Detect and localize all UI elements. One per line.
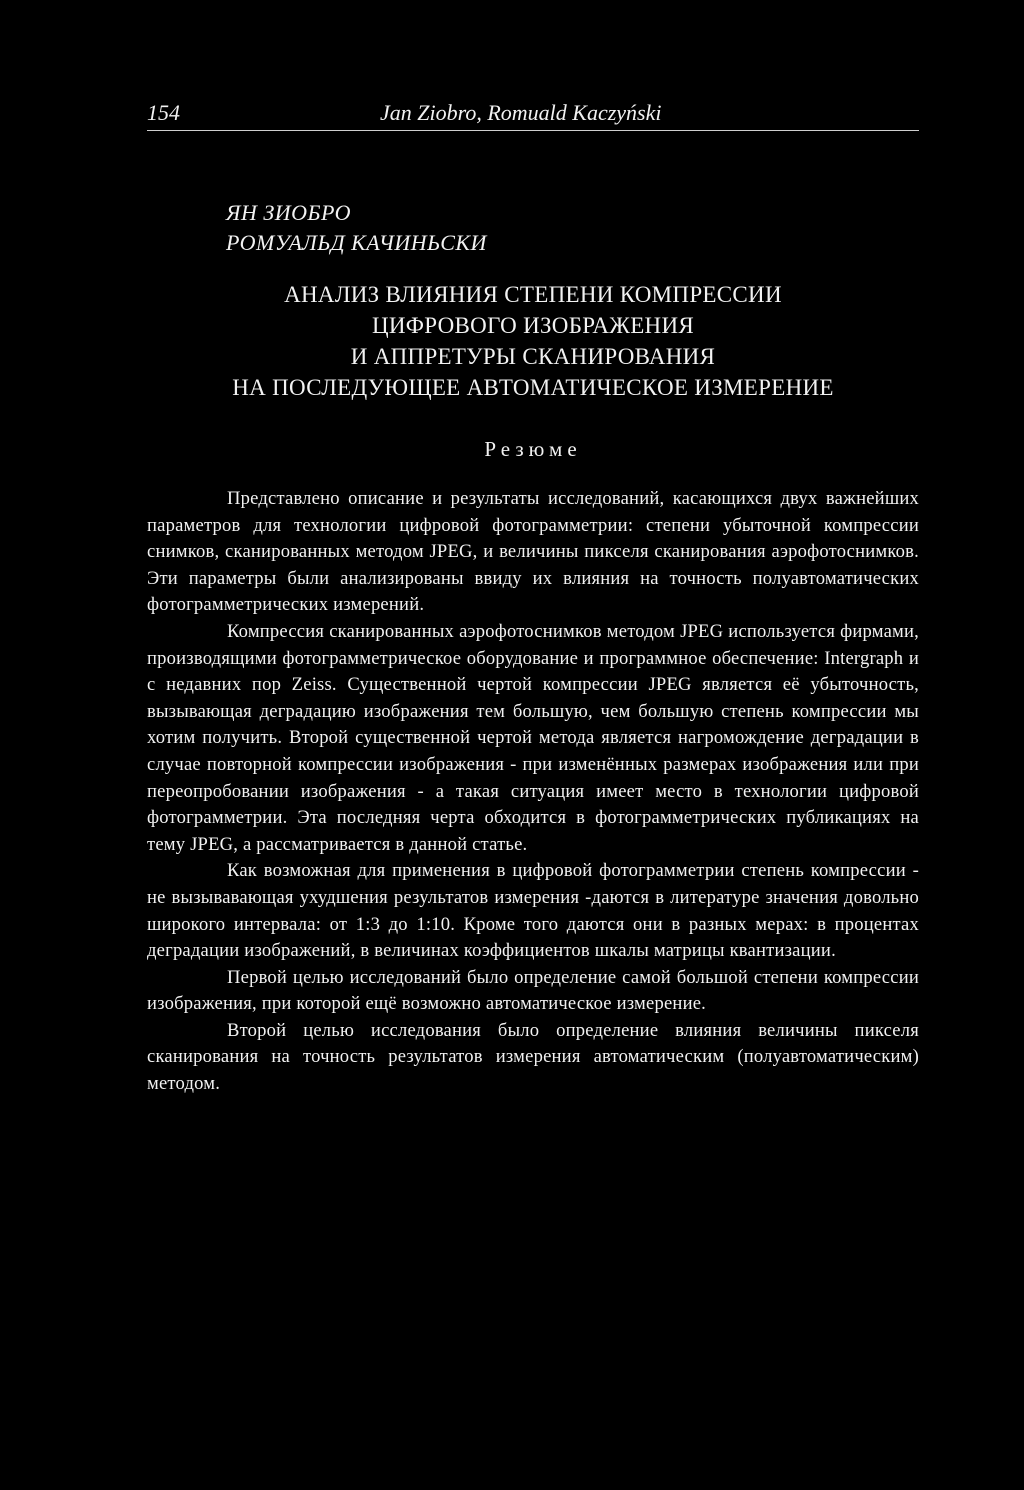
running-authors: Jan Ziobro, Romuald Kaczyński bbox=[380, 100, 662, 125]
paragraph: Представлено описание и результаты исследований, касающихся двух важнейших параметров для технологии цифровой фотограмметрии: степени убыточной компрессии снимков, сканированных методом JPEG, и величины пикселя сканирования аэрофотоснимков. Эти параметры были анализированы ввиду их влияния на точность полуавтоматических фотограмметрических измерений. bbox=[147, 488, 919, 616]
author-name: РОМУАЛЬД КАЧИНЬСКИ bbox=[226, 230, 487, 255]
authors-block bbox=[226, 198, 487, 258]
running-header bbox=[147, 96, 919, 131]
author-name: ЯН ЗИОБРО bbox=[226, 200, 352, 225]
paragraph: Как возможная для применения в цифровой фотограмметрии степень компрессии - не вызывавающая ухудшения результатов измерения -даются в литературе значения довольно широкого интервала: от 1:3 до 1:10. Кроме того даются они в разных мерах: в процентах деградации изображений, в величинах коэффициентов шкалы матрицы квантизации. bbox=[147, 860, 919, 962]
paragraph: Первой целью исследований было определение самой большой степени компрессии изображения, при которой ещё возможно автоматическое измерение. bbox=[147, 966, 919, 1015]
title-line: АНАЛИЗ ВЛИЯНИЯ СТЕПЕНИ КОМПРЕССИИ bbox=[284, 282, 782, 307]
page-number: 154 bbox=[147, 100, 180, 125]
title-line: ЦИФРОВОГО ИЗОБРАЖЕНИЯ bbox=[371, 313, 695, 338]
title-line: И АППРЕТУРЫ СКАНИРОВАНИЯ bbox=[350, 344, 716, 369]
article-title bbox=[147, 279, 919, 403]
title-line: НА ПОСЛЕДУЮЩЕЕ АВТОМАТИЧЕСКОЕ ИЗМЕРЕНИЕ bbox=[232, 375, 834, 400]
section-heading-resume: Резюме bbox=[484, 437, 582, 461]
paragraph: Компрессия сканированных аэрофотоснимков методом JPEG используется фирмами, производящими фотограмметрическое оборудование и программное обеспечение: Intergraph и с недавних пор Zeiss. Существенной чертой компрессии JPEG является её убыточность, вызывающая деградацию изображения тем большую, чем большую степень компрессии мы хотим получить. Второй существенной чертой метода является нагромождение деградации в случае повторной компрессии изображения - при изменённых размерах изображения или при переопробовании изображения - а такая ситуация имеет место в технологии цифровой фотограмметрии. Эта последняя черта обходится в фотограмметрических публикациях на тему JPEG, а рассматривается в данной статье. bbox=[147, 620, 919, 855]
abstract-body bbox=[147, 486, 919, 1098]
paragraph: Второй целью исследования было определение влияния величины пикселя сканирования на точность результатов измерения автоматическим (полуавтоматическим) методом. bbox=[147, 1019, 919, 1095]
